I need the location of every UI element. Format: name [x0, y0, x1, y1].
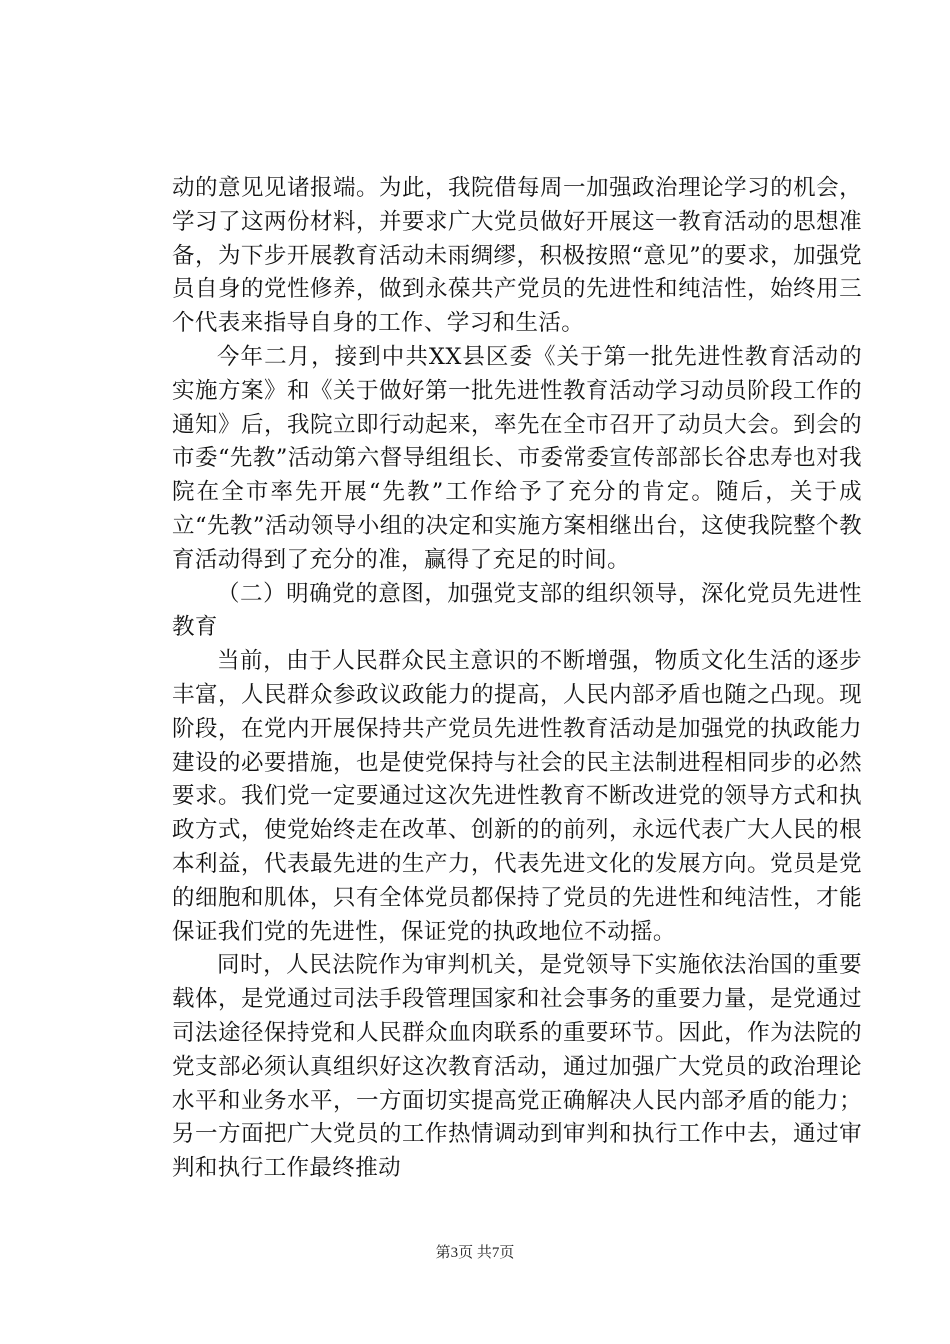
paragraph-body: 今年二月，接到中共XX县区委《关于第一批先进性教育活动的实施方案》和《关于做好第一批先进性教育活动学习动员阶段工作的通知》后，我院立即行动起来，率先在全市召开了动员大会。到会的市委“先教”活动第六督导组组长、市委常委宣传部部长谷忠寿也对我院在全市率先开展“先教”工作给予了充分的肯定。随后，关于成立“先教”活动领导小组的决定和实施方案相继出台，这使我院整个教育活动得到了充分的准，赢得了充足的时间。	[172, 343, 862, 573]
page-number-footer: 第3页 共7页	[435, 1245, 515, 1261]
paragraph-body: 同时，人民法院作为审判机关，是党领导下实施依法治国的重要载体，是党通过司法手段管理国家和社会事务的重要力量，是党通过司法途径保持党和人民群众血肉联系的重要环节。因此，作为法院的党支部必须认真组织好这次教育活动，通过加强广大党员的政治理论水平和业务水平，一方面切实提高党正确解决人民内部矛盾的能力；另一方面把广大党员的工作热情调动到审判和执行工作中去，通过审判和执行工作最终推动	[172, 952, 862, 1182]
section-heading: （二）明确党的意图，加强党支部的组织领导，深化党员先进性教育	[172, 580, 862, 641]
document-body	[172, 172, 862, 1186]
paragraph-body: 当前，由于人民群众民主意识的不断增强，物质文化生活的逐步丰富，人民群众参政议政能力的提高，人民内部矛盾也随之凸现。现阶段，在党内开展保持共产党员先进性教育活动是加强党的执政能力建设的必要措施，也是使党保持与社会的民主法制进程相同步的必然要求。我们党一定要通过这次先进性教育不断改进党的领导方式和执政方式，使党始终走在改革、创新的的前列，永远代表广大人民的根本利益，代表最先进的生产力，代表先进文化的发展方向。党员是党的细胞和肌体，只有全体党员都保持了党员的先进性和纯洁性，才能保证我们党的先进性，保证党的执政地位不动摇。	[172, 648, 862, 945]
paragraph-continuation: 动的意见见诸报端。为此，我院借每周一加强政治理论学习的机会，学习了这两份材料，并要求广大党员做好开展这一教育活动的思想准备，为下步开展教育活动未雨绸缪，积极按照“意见”的要求，加强党员自身的党性修养，做到永葆共产党员的先进性和纯洁性，始终用三个代表来指导自身的工作、学习和生活。	[172, 175, 862, 337]
